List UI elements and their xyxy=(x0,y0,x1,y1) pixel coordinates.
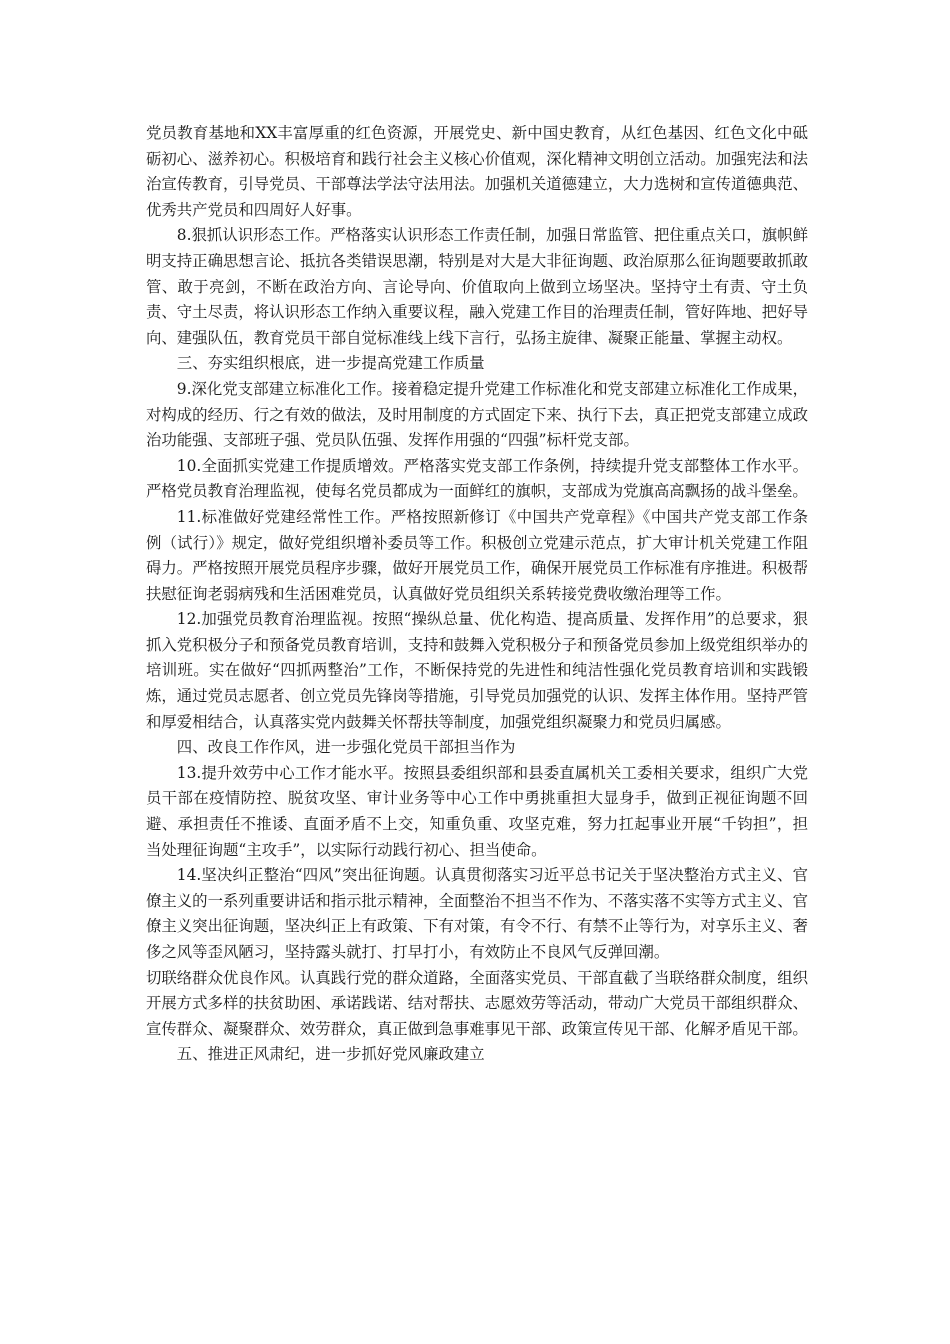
paragraph-item-9: 9.深化党支部建立标准化工作。接着稳定提升党建工作标准化和党支部建立标准化工作成果，对构成的经历、行之有效的做法，及时用制度的方式固定下来、执行下去，真正把党支部建立成政治功能强、支部班子强、党员队伍强、发挥作用强的“四强”标杆党支部。 xyxy=(146,379,808,450)
paragraph-item-14: 14.坚决纠正整治“四风”突出征询题。认真贯彻落实习近平总书记关于坚决整治方式主义、官僚主义的一系列重要讲话和指示批示精神，全面整治不担当不作为、不落实落不实等方式主义、官僚主义突出征询题，坚决纠正上有政策、下有对策，有令不行、有禁不止等行为，对享乐主义、奢侈之风等歪风陋习，坚持露头就打、打早打小，有效防止不良风气反弹回潮。 xyxy=(146,866,808,961)
paragraph-item-11: 11.标准做好党建经常性工作。严格按照新修订《中国共产党章程》《中国共产党支部工作条例（试行）》规定，做好党组织增补委员等工作。积极创立党建示范点，扩大审计机关党建工作阻碍力。严格按照开展党员程序步骤，做好开展党员工作，确保开展党员工作标准有序推进。积极帮扶慰征询老弱病残和生活困难党员，认真做好党员组织关系转接党费收缴治理等工作。 xyxy=(146,507,808,603)
section-heading-4: 四、改良工作作风，进一步强化党员干部担当作为 xyxy=(176,738,516,757)
document-body xyxy=(146,121,808,1068)
paragraph-item-10: 10.全面抓实党建工作提质增效。严格落实党支部工作条例，持续提升党支部整体工作水平。严格党员教育治理监视，使每名党员都成为一面鲜红的旗帜，支部成为党旗高高飘扬的战斗堡垒。 xyxy=(146,456,808,501)
paragraph-item-12: 12.加强党员教育治理监视。按照“操纵总量、优化构造、提高质量、发挥作用”的总要求，狠抓入党积极分子和预备党员教育培训，支持和鼓舞入党积极分子和预备党员参加上级党组织举办的培训班。实在做好“四抓两整治”工作，不断保持党的先进性和纯洁性强化党员教育培训和实践锻炼，通过党员志愿者、创立党员先锋岗等措施，引导党员加强党的认识、发挥主体作用。坚持严管和厚爱相结合，认真落实党内鼓舞关怀帮扶等制度，加强党组织凝聚力和党员归属感。 xyxy=(146,610,808,731)
paragraph-item-8: 8.狠抓认识形态工作。严格落实认识形态工作责任制，加强日常监管、把住重点关口，旗帜鲜明支持正确思想言论、抵抗各类错误思潮，特别是对大是大非征询题、政治原那么征询题要敢抓敢管、敢于亮剑，不断在政治方向、言论导向、价值取向上做到立场坚决。坚持守土有责、守土负责、守土尽责，将认识形态工作纳入重要议程，融入党建工作目的治理责任制，管好阵地、把好导向、建强队伍，教育党员干部自觉标准线上线下言行，弘扬主旋律、凝聚正能量、掌握主动权。 xyxy=(146,226,808,347)
section-heading-5: 五、推进正风肃纪，进一步抓好党风廉政建立 xyxy=(176,1045,485,1064)
paragraph-continuation-mid: 切联络群众优良作风。认真践行党的群众道路，全面落实党员、干部直截了当联络群众制度，组织开展方式多样的扶贫助困、承诺践诺、结对帮扶、志愿效劳等活动，带动广大党员干部组织群众、宣传群众、凝聚群众、效劳群众，真正做到急事难事见干部、政策宣传见干部、化解矛盾见干部。 xyxy=(146,968,808,1038)
paragraph-item-13: 13.提升效劳中心工作才能水平。按照县委组织部和县委直属机关工委相关要求，组织广大党员干部在疫情防控、脱贫攻坚、审计业务等中心工作中勇挑重担大显身手，做到正视征询题不回避、承担责任不推诿、直面矛盾不上交，知重负重、攻坚克难，努力扛起事业开展“千钧担”，担当处理征询题“主攻手”，以实际行动践行初心、担当使命。 xyxy=(146,763,808,859)
paragraph-continuation-top: 党员教育基地和XX丰富厚重的红色资源，开展党史、新中国史教育，从红色基因、红色文化中砥砺初心、滋养初心。积极培育和践行社会主义核心价值观，深化精神文明创立活动。加强宪法和法治宣传教育，引导党员、干部尊法学法守法用法。加强机关道德建立，大力选树和宣传道德典范、优秀共产党员和四周好人好事。 xyxy=(146,124,808,219)
section-heading-3: 三、夯实组织根底，进一步提高党建工作质量 xyxy=(176,354,485,373)
